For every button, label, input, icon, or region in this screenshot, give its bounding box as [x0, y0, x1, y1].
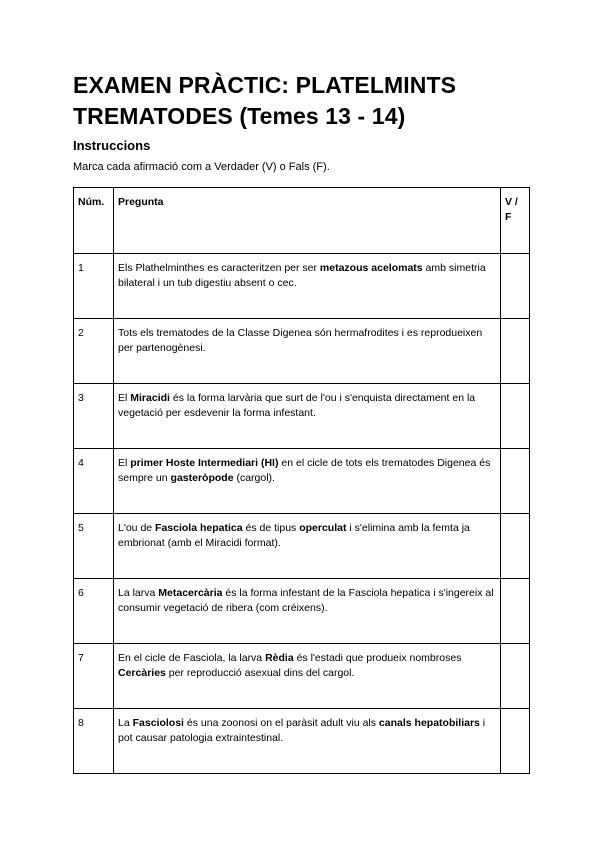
- question-text-segment: és l'estadi que produeix nombroses: [293, 652, 462, 664]
- table-header-row: [74, 188, 530, 254]
- question-text-segment: i pot causar patologia extraintestinal.: [118, 717, 486, 744]
- question-text-segment: en el cicle de tots els trematodes Digenea és sempre un: [118, 457, 491, 484]
- header-vf: V / F: [501, 188, 530, 254]
- quiz-table-body: [74, 254, 530, 774]
- question-text-bold: Cercàries: [118, 667, 166, 679]
- question-number: 4: [74, 449, 114, 514]
- question-text: [114, 644, 501, 709]
- question-text-segment: és de tipus: [242, 522, 300, 534]
- question-text-bold: Metacercària: [158, 587, 223, 599]
- table-row: [74, 449, 530, 514]
- table-row: [74, 709, 530, 774]
- answer-cell[interactable]: [501, 514, 530, 579]
- question-text-bold: primer Hoste Intermediari (HI): [130, 457, 279, 469]
- question-text-bold: metazous acelomats: [319, 262, 423, 274]
- table-row: [74, 644, 530, 709]
- header-num: Núm.: [74, 188, 114, 254]
- question-text-segment: La: [118, 717, 133, 729]
- answer-cell[interactable]: [501, 644, 530, 709]
- question-text-segment: és la forma infestant de la Fasciola hepatica i s'ingereix al consumir vegetació de ribera (com créixens).: [118, 587, 494, 614]
- question-text-bold: gasteròpode: [170, 472, 234, 484]
- question-text-segment: per reproducció asexual dins del cargol.: [165, 667, 355, 679]
- question-text-bold: operculat: [299, 522, 347, 534]
- answer-cell[interactable]: [501, 254, 530, 319]
- question-text-segment: L'ou de: [118, 522, 156, 534]
- question-number: 7: [74, 644, 114, 709]
- quiz-table: [73, 187, 530, 774]
- answer-cell[interactable]: [501, 449, 530, 514]
- question-text-segment: Tots els trematodes de la Classe Digenea són hermafrodites i es reprodueixen per partenogènesi.: [118, 327, 483, 354]
- header-question: Pregunta: [114, 188, 501, 254]
- question-text-segment: Els Plathelminthes es caracteritzen per ser: [118, 262, 320, 274]
- question-number: 2: [74, 319, 114, 384]
- question-text-segment: En el cicle de Fasciola, la larva: [118, 652, 266, 664]
- answer-cell[interactable]: [501, 709, 530, 774]
- instructions-text: Marca cada afirmació com a Verdader (V) o Fals (F).: [73, 161, 330, 173]
- question-text-segment: (cargol).: [233, 472, 275, 484]
- question-text-segment: La larva: [118, 587, 159, 599]
- question-text-bold: Rèdia: [265, 652, 294, 664]
- page-title: EXAMEN PRÀCTIC: PLATELMINTS TREMATODES (Temes 13 - 14): [73, 72, 457, 129]
- question-text: [114, 254, 501, 319]
- question-text: [114, 579, 501, 644]
- table-row: [74, 319, 530, 384]
- question-text-segment: és una zoonosi on el paràsit adult viu als: [183, 717, 379, 729]
- question-text: [114, 709, 501, 774]
- question-text-segment: El: [118, 392, 131, 404]
- instructions-heading: Instruccions: [73, 138, 151, 153]
- question-number: 5: [74, 514, 114, 579]
- question-text-segment: amb simetria bilateral i un tub digestiu absent o cec.: [118, 262, 486, 289]
- question-text: [114, 319, 501, 384]
- answer-cell[interactable]: [501, 319, 530, 384]
- question-number: 8: [74, 709, 114, 774]
- answer-cell[interactable]: [501, 384, 530, 449]
- question-text-segment: és la forma larvària que surt de l'ou i s'enquista directament en la vegetació per esdevenir la forma infestant.: [118, 392, 476, 419]
- question-number: 6: [74, 579, 114, 644]
- question-number: 3: [74, 384, 114, 449]
- question-text-bold: canals hepatobiliars: [378, 717, 480, 729]
- question-text-segment: i s'elimina amb la femta ja embrionat (amb el Miracidi format).: [118, 522, 470, 549]
- answer-cell[interactable]: [501, 579, 530, 644]
- question-text-bold: Fasciola hepatica: [155, 522, 243, 534]
- question-text: [114, 384, 501, 449]
- table-row: [74, 254, 530, 319]
- question-text-bold: Miracidi: [130, 392, 170, 404]
- question-number: 1: [74, 254, 114, 319]
- question-text: [114, 449, 501, 514]
- table-row: [74, 384, 530, 449]
- question-text: [114, 514, 501, 579]
- question-text-segment: El: [118, 457, 131, 469]
- question-text-bold: Fasciolosi: [132, 717, 184, 729]
- table-row: [74, 579, 530, 644]
- table-row: [74, 514, 530, 579]
